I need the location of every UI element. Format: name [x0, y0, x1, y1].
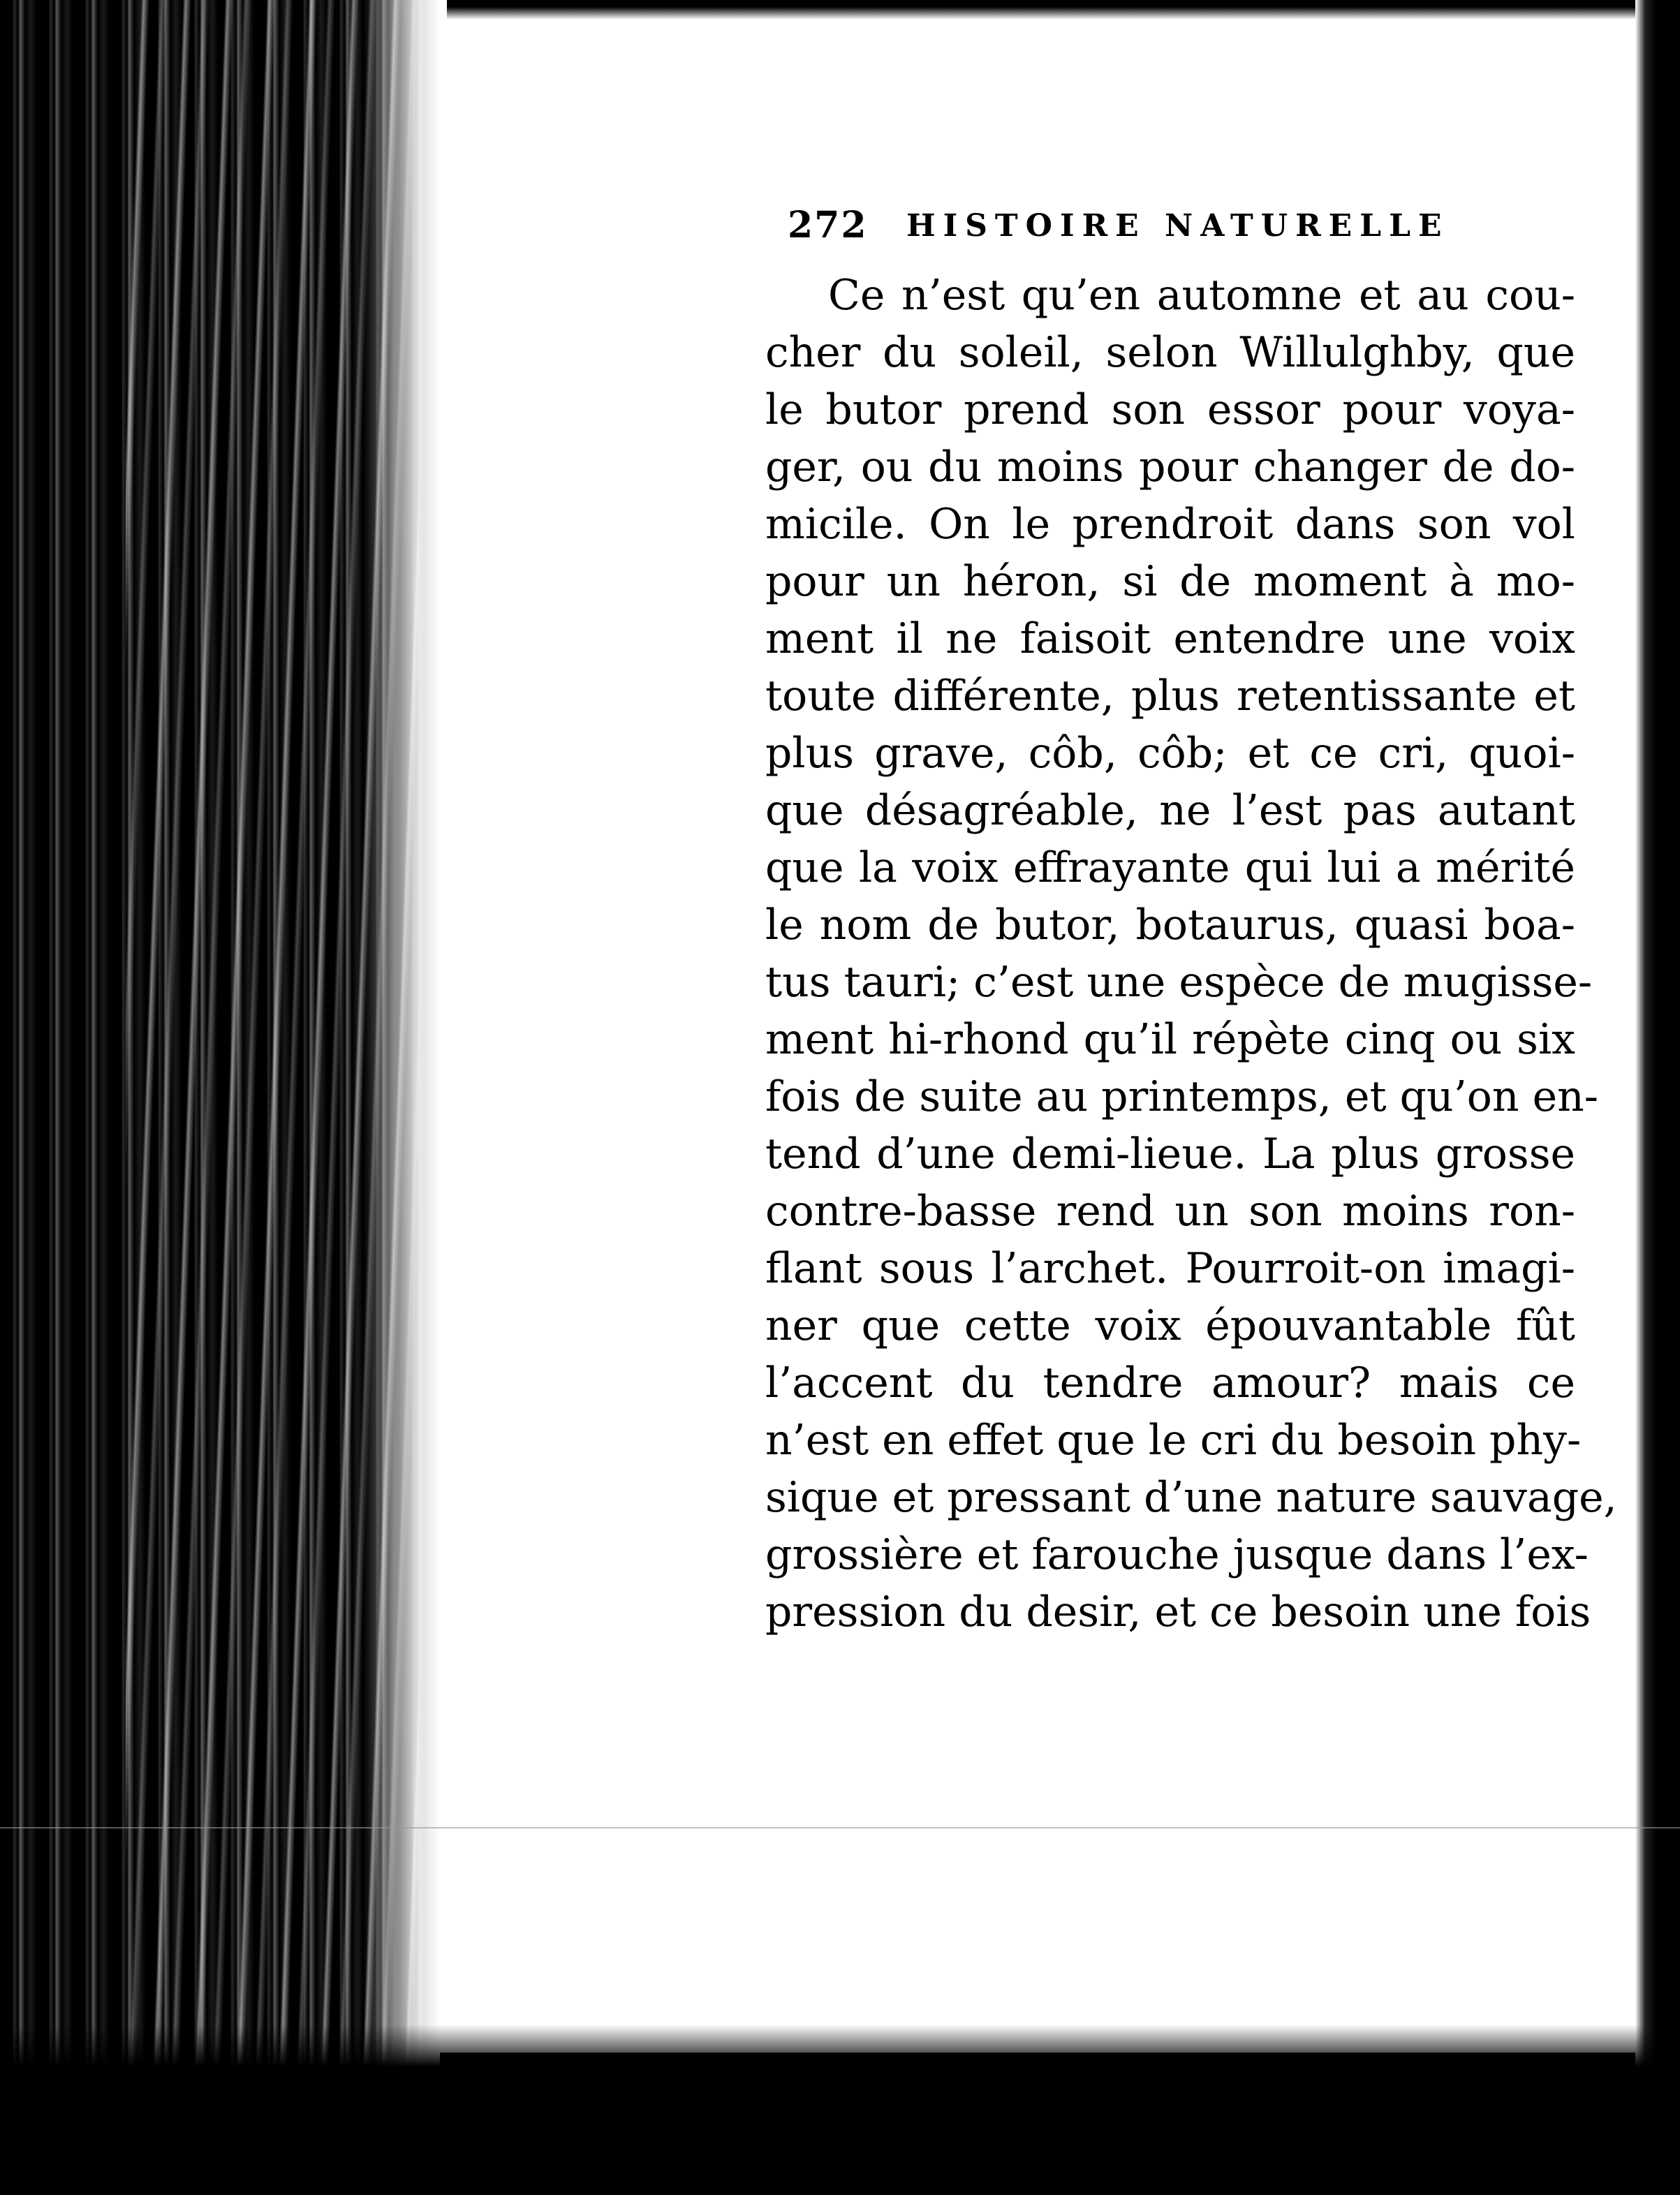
- text-line: fois de suite au printemps, et qu’on en-: [765, 1072, 1599, 1121]
- text-line: cher du soleil, selon Willulghby, que: [765, 328, 1575, 377]
- text-line: micile. On le prendroit dans son vol: [765, 500, 1575, 549]
- top-shadow: [447, 0, 1680, 20]
- text-line: plus grave, côb, côb; et ce cri, quoi-: [765, 729, 1575, 778]
- text-line: que désagréable, ne l’est pas autant: [765, 786, 1575, 835]
- edge-highlight: [363, 0, 440, 2195]
- scan-line: [0, 1827, 1680, 1828]
- text-line: pression du desir, et ce besoin une fois: [765, 1588, 1591, 1636]
- text-line: le butor prend son essor pour voya-: [765, 385, 1575, 434]
- text-line: flant sous l’archet. Pourroit-on imagi-: [765, 1244, 1575, 1293]
- body-text: [765, 267, 1617, 1641]
- text-line: ner que cette voix épouvantable fût: [765, 1301, 1575, 1350]
- text-line: le nom de butor, botaurus, quasi boa-: [765, 901, 1575, 949]
- page-number: 272: [788, 204, 868, 246]
- bottom-shadow: [0, 2025, 1680, 2195]
- running-head: HISTOIRE NATURELLE: [906, 208, 1450, 244]
- page-header: [788, 204, 1483, 260]
- text-line: tus tauri; c’est une espèce de mugisse-: [765, 958, 1593, 1007]
- text-line: ger, ou du moins pour changer de do-: [765, 443, 1575, 492]
- text-line: sique et pressant d’une nature sauvage,: [765, 1473, 1617, 1522]
- text-line: toute différente, plus retentissante et: [765, 672, 1575, 720]
- text-line: tend d’une demi-lieue. La plus grosse: [765, 1130, 1575, 1178]
- text-line: ment hi-rhond qu’il répète cinq ou six: [765, 1015, 1575, 1064]
- text-line: n’est en effet que le cri du besoin phy-: [765, 1416, 1582, 1465]
- text-line: que la voix effrayante qui lui a mérité: [765, 843, 1575, 892]
- text-line: contre-basse rend un son moins ron-: [765, 1187, 1575, 1236]
- text-line: grossière et farouche jusque dans l’ex-: [765, 1530, 1589, 1579]
- text-line: ment il ne faisoit entendre une voix: [765, 614, 1575, 663]
- text-line: l’accent du tendre amour? mais ce: [765, 1359, 1575, 1407]
- text-line: pour un héron, si de moment à mo-: [765, 557, 1575, 606]
- text-line: Ce n’est qu’en automne et au cou-: [828, 271, 1575, 320]
- right-edge: [1635, 0, 1680, 2195]
